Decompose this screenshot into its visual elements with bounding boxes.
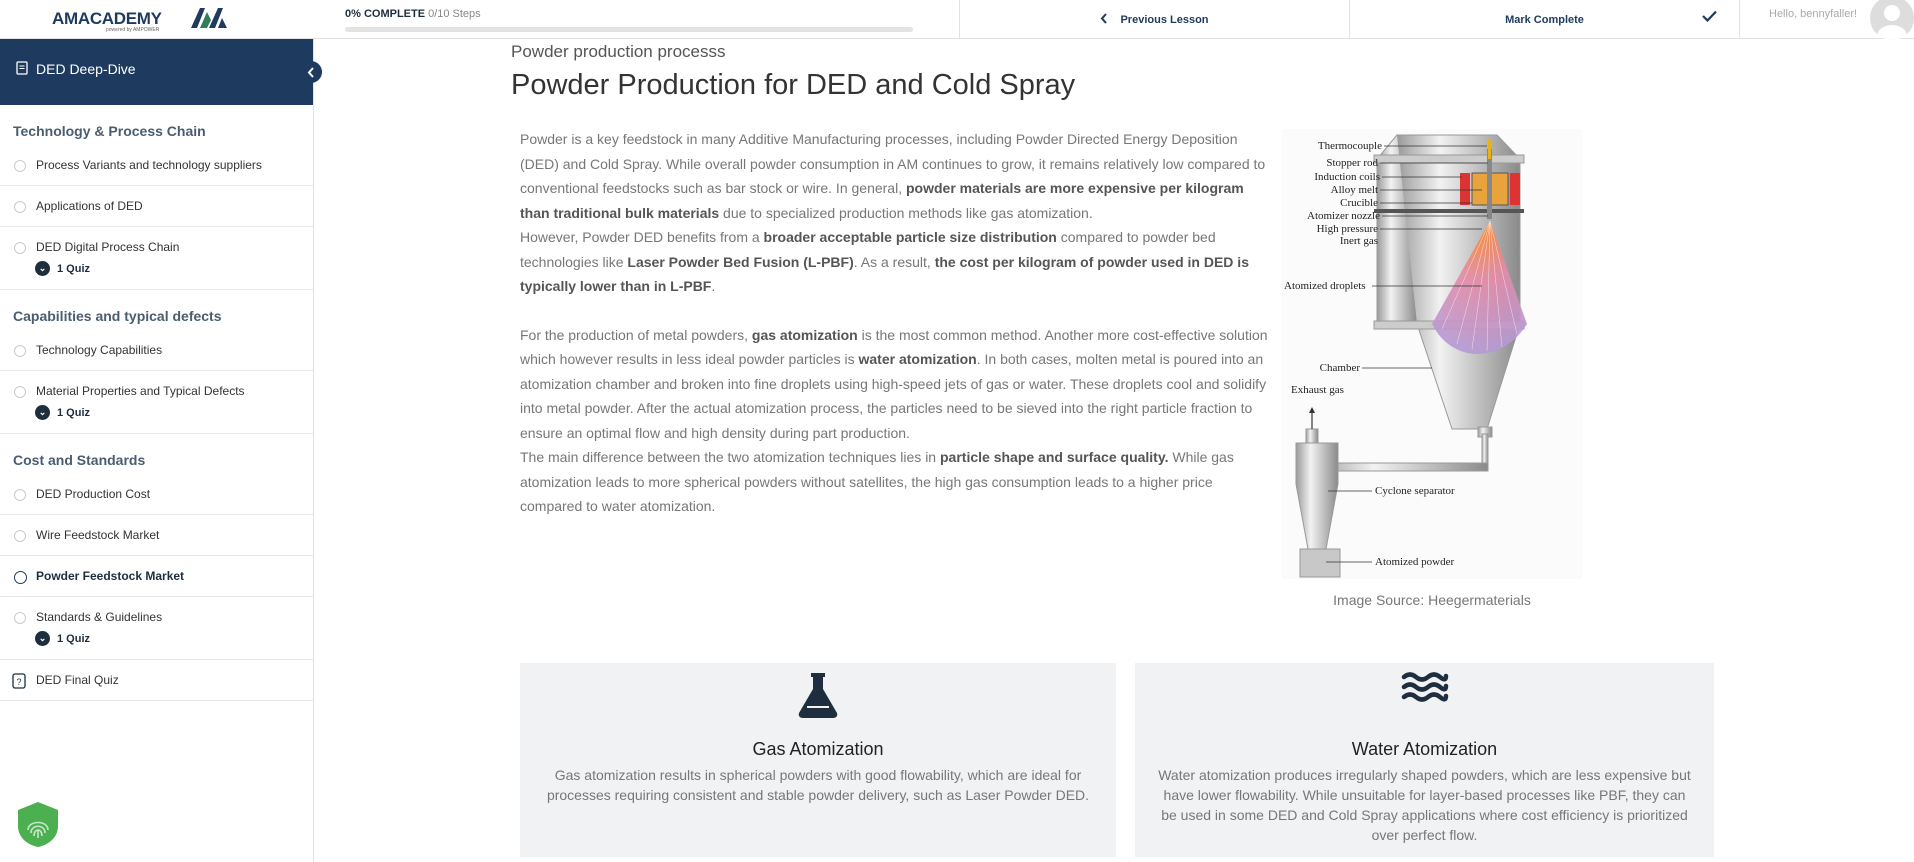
label-crucible: Crucible — [1340, 197, 1378, 209]
status-circle-icon — [14, 571, 27, 584]
card-title: Water Atomization — [1351, 739, 1498, 759]
mark-complete-button[interactable] — [1349, 0, 1739, 39]
quiz-toggle[interactable] — [36, 261, 313, 276]
quiz-count: 1 Quiz — [57, 632, 91, 645]
gas-atomization-card — [520, 663, 1116, 857]
label-exhaust-gas: Exhaust gas — [1291, 384, 1344, 396]
check-icon — [1702, 10, 1717, 25]
previous-lesson-button[interactable] — [959, 0, 1349, 39]
top-bar — [0, 0, 1914, 39]
label-atomized-droplets: Atomized droplets — [1284, 280, 1366, 292]
course-title: DED Deep-Dive — [36, 61, 136, 77]
status-circle-icon — [14, 386, 26, 398]
sidebar-item-label: Material Properties and Typical Defects — [36, 384, 245, 398]
label-cyclone-separator: Cyclone separator — [1375, 485, 1455, 497]
paragraph: However, Powder DED benefits from a broader acceptable particle size distribution compared to powder bed technologies like Laser Powder Bed Fusion (L-PBF). As a result, the cost per kilogram of powder used in DED is typically lower than in L-PBF. — [520, 229, 1249, 294]
previous-lesson-label: Previous Lesson — [1120, 13, 1209, 26]
sidebar-item-label: Wire Feedstock Market — [36, 528, 160, 542]
label-high-pressure: High pressure — [1316, 223, 1378, 235]
brand-tagline: powered by AMPOWER — [106, 27, 160, 33]
card-text: Gas atomization results in spherical powders with good flowability, which are ideal for processes requiring consistent and stable powder delivery, such as Laser Powder DED. — [546, 767, 1090, 803]
status-circle-icon — [14, 242, 26, 254]
card-title: Gas Atomization — [752, 739, 884, 759]
sidebar-item-wire-feedstock[interactable] — [0, 515, 313, 556]
water-atomization-card — [1135, 663, 1714, 857]
paragraph: For the production of metal powders, gas atomization is the most common method. Another more cost-effective solution which however results in less ideal powder particles is water atomization. In both cases, molten metal is poured into an atomization chamber and broken into fine droplets using high-speed jets of gas or water. These droplets cool and solidify into metal powder. After the actual atomization process, the particles need to be sieved into the right particle fraction to ensure an optimal flow and high density during part production. — [520, 326, 1268, 441]
lesson-kicker: Powder production processs — [511, 42, 726, 61]
svg-text:?: ? — [16, 677, 22, 687]
progress-steps: 0/10 Steps — [428, 8, 481, 20]
section-title: Cost and Standards — [13, 452, 146, 468]
status-circle-icon — [14, 345, 26, 357]
paragraph: Powder is a key feedstock in many Additive Manufacturing processes, including Powder Directed Energy Deposition (DED) and Cold Spray. While overall powder consumption in AM continues to grow, it remains relatively low compared to conventional feedstocks such as bar stock or wire. In general, powder materials are more expensive per kilogram than traditional bulk materials due to specialized production methods like gas atomization. — [520, 131, 1266, 221]
sidebar-item-technology-capabilities[interactable] — [0, 330, 313, 371]
section-title: Technology & Process Chain — [13, 123, 206, 139]
sidebar-item-process-variants[interactable] — [0, 145, 313, 186]
label-inert-gas: Inert gas — [1339, 235, 1378, 247]
sidebar-item-label: DED Production Cost — [36, 487, 151, 501]
quiz-toggle[interactable] — [36, 405, 313, 420]
mark-complete-label: Mark Complete — [1505, 13, 1584, 26]
user-menu[interactable] — [1739, 0, 1914, 39]
sidebar-item-label: DED Final Quiz — [36, 673, 119, 687]
flask-icon — [797, 671, 839, 724]
sidebar-item-label: Applications of DED — [36, 199, 143, 213]
sidebar-item-applications[interactable] — [0, 186, 313, 227]
status-circle-icon — [14, 530, 26, 542]
course-header[interactable] — [0, 39, 313, 105]
progress-bar — [345, 27, 913, 32]
quiz-icon — [12, 673, 26, 692]
image-caption: Image Source: Heegermaterials — [1333, 592, 1531, 608]
course-sidebar — [0, 39, 314, 862]
document-icon — [16, 61, 28, 80]
progress-percent: 0% COMPLETE — [345, 8, 426, 20]
sidebar-item-standards[interactable] — [0, 597, 313, 660]
course-progress — [345, 4, 915, 32]
brand-name: AMACADEMY — [52, 9, 162, 28]
sidebar-item-material-properties[interactable] — [0, 371, 313, 434]
paragraph: The main difference between the two atomization techniques lies in particle shape and surface quality. While gas atomization leads to more spherical powders without satellites, the high gas consumption leads to a higher price compared to water atomization. — [520, 449, 1234, 514]
label-stopper-rod: Stopper rod — [1326, 157, 1378, 169]
chevron-down-icon: ⌄ — [35, 405, 50, 420]
sidebar-item-label: Standards & Guidelines — [36, 610, 163, 624]
section-title: Capabilities and typical defects — [13, 308, 222, 324]
page-title: Powder Production for DED and Cold Spray — [511, 69, 1076, 101]
status-circle-icon — [14, 612, 26, 624]
avatar[interactable] — [1870, 0, 1914, 40]
gas-atomizer-diagram — [1282, 129, 1582, 579]
chevron-left-icon — [1100, 13, 1108, 27]
label-thermocouple: Thermocouple — [1317, 140, 1382, 152]
sidebar-item-powder-feedstock[interactable] — [0, 556, 313, 597]
quiz-count: 1 Quiz — [57, 262, 91, 275]
label-atomized-powder: Atomized powder — [1375, 556, 1455, 568]
user-greeting: Hello, bennyfaller! — [1769, 8, 1858, 20]
sidebar-item-label: DED Digital Process Chain — [36, 240, 180, 254]
status-circle-icon — [14, 160, 26, 172]
quiz-toggle[interactable] — [36, 631, 313, 646]
status-circle-icon — [14, 201, 26, 213]
sidebar-item-production-cost[interactable] — [0, 474, 313, 515]
label-induction-coils: Induction coils — [1314, 171, 1380, 183]
chevron-down-icon: ⌄ — [35, 631, 50, 646]
label-alloy-melt: Alloy melt — [1330, 184, 1378, 196]
chevron-down-icon: ⌄ — [35, 261, 50, 276]
sidebar-item-label: Technology Capabilities — [36, 343, 163, 357]
lesson-body — [520, 127, 1270, 519]
security-shield-icon[interactable] — [14, 800, 62, 853]
label-chamber: Chamber — [1319, 362, 1360, 374]
label-atomizer-nozzle: Atomizer nozzle — [1307, 210, 1380, 222]
quiz-count: 1 Quiz — [57, 406, 91, 419]
status-circle-icon — [14, 489, 26, 501]
logo[interactable] — [14, 6, 164, 33]
waves-icon — [1401, 671, 1449, 716]
sidebar-item-label: Powder Feedstock Market — [36, 569, 185, 583]
sidebar-item-digital-process-chain[interactable] — [0, 227, 313, 290]
lesson-content — [314, 39, 1914, 862]
sidebar-item-label: Process Variants and technology suppliers — [36, 158, 262, 172]
sidebar-item-final-quiz[interactable] — [0, 660, 313, 701]
card-text: Water atomization produces irregularly shaped powders, which are less expensive but have lower flowability. While unsuitable for layer-based processes like PBF, they can be used in some DED and Cold Spray applications where cost efficiency is prioritized over perfect flow. — [1158, 767, 1691, 843]
